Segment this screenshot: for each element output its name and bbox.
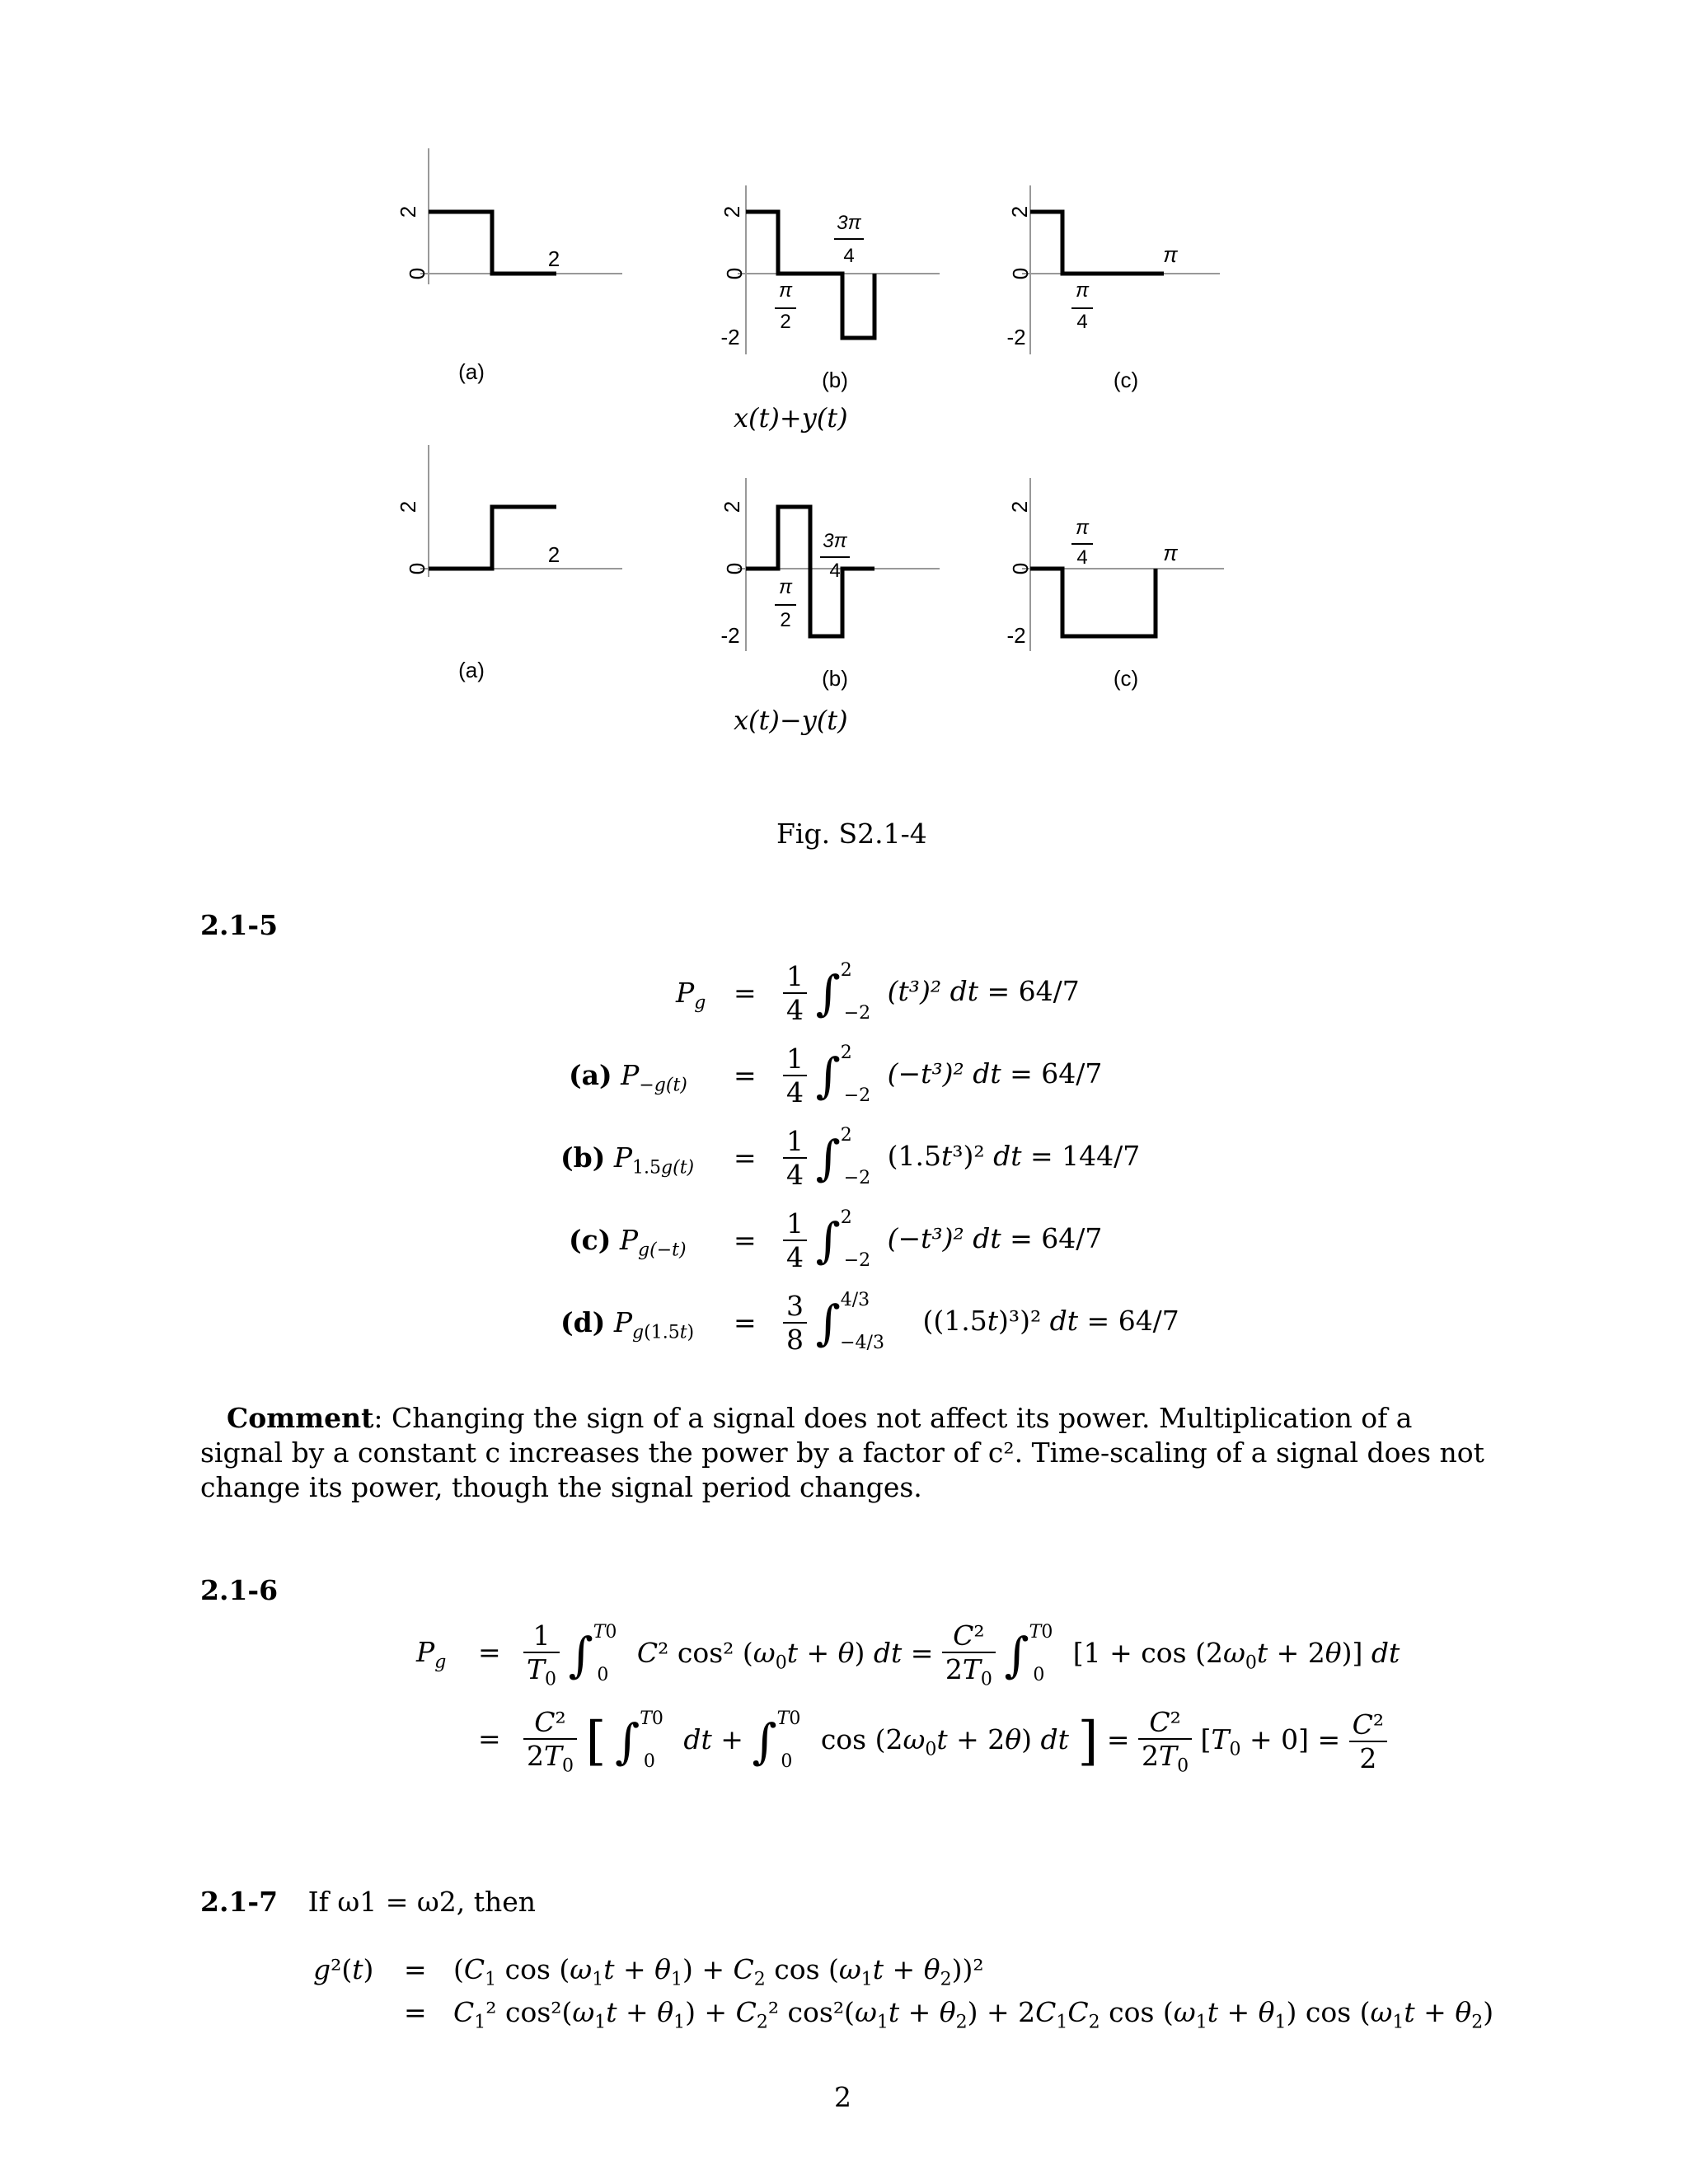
tick-pi-over-2-den: 2 bbox=[780, 311, 791, 333]
equation-row: (c) $P_{g(-t)}$ = $\frac{1}{4}$ ∫$^2_{-2}$ (−t³)² dt = 64/7 bbox=[569, 1207, 1103, 1273]
signal-top-c bbox=[1030, 212, 1164, 274]
tick-2-y: 2 bbox=[720, 500, 744, 513]
caption-top-row: x(t)+y(t) bbox=[734, 402, 848, 434]
section-number-2-1-6: 2.1-6 bbox=[200, 1574, 279, 1606]
tick-neg2-y: -2 bbox=[720, 623, 740, 648]
comment-text: : Changing the sign of a signal does not affect its power. Multiplication of a signal by a constant c increases the power by a factor of c². Time-scaling of a signal does not change its power, though the signal period changes. bbox=[200, 1402, 1484, 1503]
panel-label-c: (c) bbox=[1113, 368, 1139, 392]
signal-top-a bbox=[429, 212, 556, 274]
tick-pi-over-2-den: 2 bbox=[780, 609, 791, 631]
panel-label-b: (b) bbox=[822, 368, 848, 392]
tick-pi: π bbox=[1163, 541, 1178, 565]
tick-2-x: 2 bbox=[547, 246, 560, 271]
tick-pi-over-4-num: π bbox=[1075, 279, 1090, 302]
tick-2-y: 2 bbox=[1007, 205, 1032, 218]
tick-3pi-over-4-num: 3π bbox=[823, 530, 847, 552]
equation-block-2-1-5 bbox=[560, 960, 1220, 1372]
section-2-1-7-heading bbox=[200, 1886, 536, 1918]
equation-row: $P_g$ = $\frac{1}{T_0}$ ∫$^{T0}_0$ C² cos² $(\omega_0t + \theta)$ dt = $\frac{\text{C²}}{2T_0}$ ∫$^{T0}_0$ $[1 + \cos (2\omega_0t + 2\theta)]$ dt bbox=[416, 1619, 1400, 1690]
tick-neg2-y: -2 bbox=[720, 325, 740, 349]
tick-neg2-y: -2 bbox=[1006, 623, 1026, 648]
signal-bottom-c bbox=[1030, 569, 1156, 636]
equation-row: = $C_1^2$ $\cos^2(\omega_1t + \theta_1) + C_2^2$ $\cos^2(\omega_1t + \theta_2) + 2C_1C_2$ $\cos (\omega_1t + \theta_1)$ $\cos (\omega_1t + \theta_2)$ bbox=[404, 1996, 1494, 2033]
equation-row: (b) $P_{1.5g(t)}$ = $\frac{1}{4}$ ∫$^2_{-2}$ (1.5t³)² dt = 144/7 bbox=[560, 1125, 1141, 1191]
tick-pi-over-4-den: 4 bbox=[1076, 311, 1088, 333]
tick-0-y: 0 bbox=[722, 267, 747, 280]
panel-label-a: (a) bbox=[458, 658, 485, 682]
tick-0-y: 0 bbox=[722, 562, 747, 575]
section-number-2-1-7: 2.1-7 bbox=[200, 1886, 279, 1918]
lhs-pg: $P_g$ bbox=[676, 977, 706, 1014]
equation-block-2-1-7 bbox=[313, 1953, 1508, 2039]
comment-paragraph bbox=[200, 1401, 1486, 1505]
tick-2-x: 2 bbox=[547, 542, 560, 567]
rhs: $\frac{1}{4}$ ∫$^2_{-2}$ (t³)² dt = 64/7 bbox=[783, 960, 1080, 1026]
tick-2-y: 2 bbox=[1007, 500, 1032, 513]
tick-0-y: 0 bbox=[1008, 562, 1033, 575]
tick-3pi-over-4-den: 4 bbox=[843, 245, 855, 267]
panel-label-b: (b) bbox=[822, 666, 848, 691]
panel-label-c: (c) bbox=[1113, 666, 1139, 691]
equation-row: $P_g$ = $\frac{1}{4}$ ∫$^2_{-2}$ (t³)² dt = 64/7 bbox=[676, 960, 1080, 1026]
signal-bottom-a bbox=[429, 507, 556, 569]
panel-label-a: (a) bbox=[458, 359, 485, 384]
section-2-1-7-intro: If ω1 = ω2, then bbox=[307, 1886, 537, 1918]
equation-row: (a) $P_{-g(t)}$ = $\frac{1}{4}$ ∫$^2_{-2}$ (−t³)² dt = 64/7 bbox=[569, 1043, 1103, 1108]
tick-pi: π bbox=[1163, 242, 1178, 267]
tick-2-y: 2 bbox=[396, 500, 420, 513]
equation-row: = $\frac{\text{C²}}{2T_0}$ [ ∫$^{T0}_0$ dt + ∫$^{T0}_0$ $\cos (2\omega_0t + 2\theta)$ dt ] = $\frac{\text{C²}}{2T_0}$ $[T_0 + 0]$ = $\frac{\text{C²}}{2}$ bbox=[416, 1706, 1488, 1793]
comment-label: Comment bbox=[227, 1402, 374, 1434]
section-number-2-1-5: 2.1-5 bbox=[200, 909, 279, 941]
figure-caption: Fig. S2.1-4 bbox=[776, 818, 927, 850]
tick-pi-over-4-den: 4 bbox=[1076, 546, 1088, 569]
caption-bottom-row: x(t)−y(t) bbox=[734, 705, 848, 736]
equation-block-2-1-6 bbox=[416, 1619, 1488, 1793]
tick-pi-over-2-num: π bbox=[778, 279, 793, 302]
tick-0-y: 0 bbox=[405, 267, 429, 280]
tick-pi-over-4-num: π bbox=[1075, 517, 1090, 539]
tick-2-y: 2 bbox=[720, 205, 744, 218]
tick-neg2-y: -2 bbox=[1006, 325, 1026, 349]
tick-pi-over-2-num: π bbox=[778, 576, 793, 598]
page-number: 2 bbox=[834, 2081, 851, 2113]
equation-row: (d) $P_{g(1.5t)}$ = $\frac{3}{8}$ ∫$^{4/3}_{-4/3}$ ((1.5t)³)² dt = 64/7 bbox=[560, 1290, 1179, 1356]
signal-bottom-b bbox=[746, 507, 874, 636]
tick-0-y: 0 bbox=[1008, 267, 1033, 280]
equation-row: g²(t) = ($C_1$ $\cos (\omega_1t + \theta_1) + C_2$ $\cos (\omega_1t + \theta_2))^2$ bbox=[313, 1953, 984, 1990]
tick-2-y: 2 bbox=[396, 205, 420, 218]
tick-3pi-over-4-num: 3π bbox=[837, 212, 861, 234]
tick-3pi-over-4-den: 4 bbox=[829, 560, 841, 582]
figure-s2-1-4 bbox=[0, 0, 1688, 874]
tick-0-y: 0 bbox=[405, 562, 429, 575]
